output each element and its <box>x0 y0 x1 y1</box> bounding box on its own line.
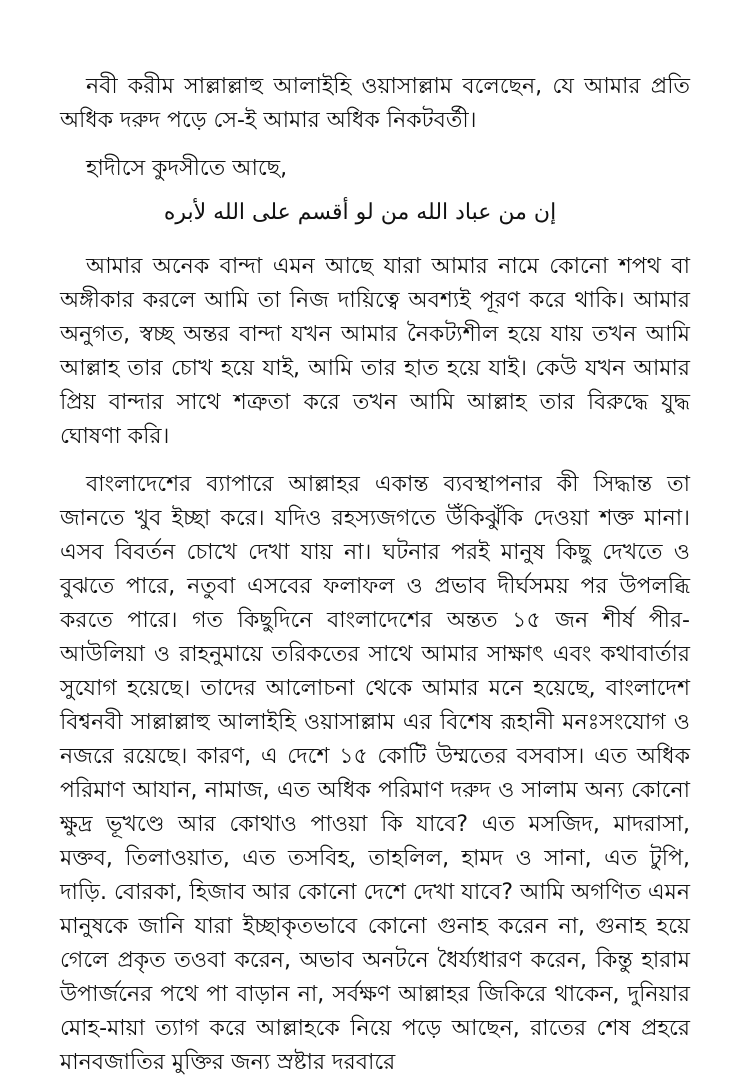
arabic-quote: إن من عباد الله من لو أقسم على الله لأبره <box>163 200 557 225</box>
document-page <box>60 70 690 1080</box>
paragraph-hadith-intro: নবী করীম সাল্লাল্লাহু আলাইহি ওয়াসাল্লাম বলেছেন, যে আমার প্রতি অধিক দরুদ পড়ে সে-ই আমার অধিক নিকটবর্তী। <box>60 74 690 133</box>
paragraph-translation: আমার অনেক বান্দা এমন আছে যারা আমার নামে কোনো শপথ বা অঙ্গীকার করলে আমি তা নিজ দায়িত্বে অবশ্যই পূরণ করে থাকি। আমার অনুগত, স্বচ্ছ অন্তর বান্দা যখন আমার নৈকট্যশীল হয়ে যায় তখন আমি আল্লাহ তার চোখ হয়ে যাই, আমি তার হাত হয়ে যাই। কেউ যখন আমার প্রিয় বান্দার সাথে শত্রুতা করে তখন আমি আল্লাহ তার বিরুদ্ধে যুদ্ধ ঘোষণা করি। <box>60 254 690 449</box>
paragraph-hadith-qudsi-label: হাদীসে কুদসীতে আছে, <box>86 156 288 181</box>
paragraph-bangladesh: বাংলাদেশের ব্যাপারে আল্লাহর একান্ত ব্যবস্থাপনার কী সিদ্ধান্ত তা জানতে খুব ইচ্ছা করে। যদিও রহস্যজগতে উঁকিঝুঁকি দেওয়া শক্ত মানা। এসব বিবর্তন চোখে দেখা যায় না। ঘটনার পরই মানুষ কিছু দেখতে ও বুঝতে পারে, নতুবা এসবের ফলাফল ও প্রভাব দীর্ঘসময় পর উপলব্ধি করতে পারে। গত কিছুদিনে বাংলাদেশের অন্তত ১৫ জন শীর্ষ পীর-আউলিয়া ও রাহনুমায়ে তরিকতের সাথে আমার সাক্ষাৎ এবং কথাবার্তার সুযোগ হয়েছে। তাদের আলোচনা থেকে আমার মনে হয়েছে, বাংলাদেশ বিশ্বনবী সাল্লাল্লাহু আলাইহি ওয়াসাল্লাম এর বিশেষ রূহানী মনঃসংযোগ ও নজরে রয়েছে। কারণ, এ দেশে ১৫ কোটি উম্মতের বসবাস। এত অধিক পরিমাণ আযান, নামাজ, এত অধিক পরিমাণ দরুদ ও সালাম অন্য কোনো ক্ষুদ্র ভূখণ্ডে আর কোথাও পাওয়া কি যাবে? এত মসজিদ, মাদরাসা, মক্তব, তিলাওয়াত, এত তসবিহ, তাহলিল, হামদ ও সানা, এত টুপি, দাড়ি. বোরকা, হিজাব আর কোনো দেশে দেখা যাবে? আমি অগণিত এমন মানুষকে জানি যারা ইচ্ছাকৃতভাবে কোনো গুনাহ করেন না, গুনাহ হয়ে গেলে প্রকৃত তওবা করেন, অভাব অনটনে ধৈর্য্যধারণ করেন, কিন্তু হারাম উপার্জনের পথে পা বাড়ান না, সর্বক্ষণ আল্লাহর জিকিরে থাকেন, দুনিয়ার মোহ-মায়া ত্যাগ করে আল্লাহকে নিয়ে পড়ে আছেন, রাতের শেষ প্রহরে মানবজাতির মুক্তির জন্য স্রষ্টার দরবারে <box>60 472 690 1075</box>
